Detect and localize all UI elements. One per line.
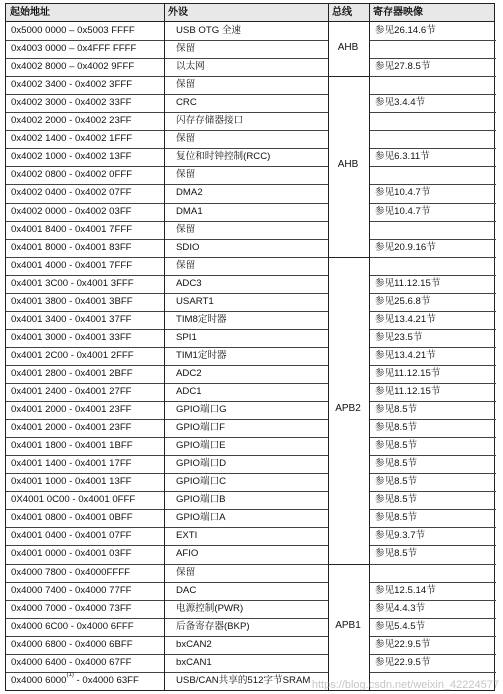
peripheral-cell: DMA1 bbox=[176, 205, 203, 217]
peripheral-cell: 保留 bbox=[176, 43, 196, 55]
peripheral-cell: USART1 bbox=[176, 295, 214, 307]
address-cell: 0x4001 0800 - 0x4001 0BFF bbox=[11, 512, 133, 524]
address-cell: 0x4000 6800 - 0x4000 6BFF bbox=[11, 638, 133, 650]
column-divider bbox=[369, 4, 370, 690]
address-cell: 0X4001 0C00 - 0x4001 0FFF bbox=[11, 494, 136, 506]
register-map-cell bbox=[369, 40, 496, 58]
peripheral-cell: 电源控制(PWR) bbox=[176, 602, 244, 614]
register-map-cell: 参见8.5节 bbox=[375, 494, 418, 506]
peripheral-cell: GPIO端口B bbox=[176, 494, 226, 506]
register-map-cell: 参见23.5节 bbox=[375, 331, 423, 343]
peripheral-cell: bxCAN1 bbox=[176, 656, 212, 668]
peripheral-cell: SPI1 bbox=[176, 331, 197, 343]
peripheral-cell: USB/CAN共享的512字节SRAM bbox=[176, 674, 311, 686]
peripheral-cell: GPIO端口A bbox=[176, 512, 226, 524]
address-cell: 0x4002 0800 - 0x4002 0FFF bbox=[11, 169, 133, 181]
bus-group-divider bbox=[328, 257, 369, 258]
bus-label: AHB bbox=[337, 42, 359, 54]
register-map-cell bbox=[369, 221, 496, 239]
address-cell: 0x4001 2800 - 0x4001 2BFF bbox=[11, 367, 133, 379]
peripheral-cell: 保留 bbox=[176, 223, 196, 235]
header-peripheral: 外设 bbox=[168, 7, 188, 18]
address-cell: 0x4001 1000 - 0x4001 13FF bbox=[11, 476, 132, 488]
peripheral-cell: EXTI bbox=[176, 530, 198, 542]
peripheral-cell: 保留 bbox=[176, 133, 196, 145]
address-cell: 0x4001 2000 - 0x4001 23FF bbox=[11, 404, 132, 416]
peripheral-cell: DMA2 bbox=[176, 187, 203, 199]
column-divider bbox=[328, 4, 329, 690]
header-register-map: 寄存器映像 bbox=[373, 7, 423, 18]
peripheral-cell: 保留 bbox=[176, 79, 196, 91]
register-map-cell: 参见8.5节 bbox=[375, 458, 418, 470]
peripheral-cell: ADC3 bbox=[176, 277, 202, 289]
address-cell: 0x4001 4000 - 0x4001 7FFF bbox=[11, 259, 133, 271]
register-map-cell: 参见26.14.6节 bbox=[375, 25, 436, 36]
peripheral-cell: 保留 bbox=[176, 169, 196, 181]
peripheral-cell: GPIO端口C bbox=[176, 476, 227, 488]
peripheral-cell: GPIO端口F bbox=[176, 422, 226, 434]
address-cell: 0x4000 7800 - 0x4000FFFF bbox=[11, 566, 130, 578]
register-map-cell: 参见8.5节 bbox=[375, 512, 418, 524]
address-cell: 0x4001 2C00 - 0x4001 2FFF bbox=[11, 349, 134, 361]
register-map-cell: 参见25.6.8节 bbox=[375, 295, 431, 307]
bus-group-divider bbox=[328, 76, 369, 77]
register-map-cell: 参见22.9.5节 bbox=[375, 638, 431, 650]
peripheral-cell: GPIO端口G bbox=[176, 404, 227, 416]
register-map-cell: 参见27.8.5节 bbox=[375, 61, 431, 73]
header-bus: 总线 bbox=[332, 7, 352, 18]
bus-group-divider bbox=[328, 564, 369, 565]
address-cell: 0x4001 3400 - 0x4001 37FF bbox=[11, 313, 132, 325]
address-cell: 0x4002 2000 - 0x4002 23FF bbox=[11, 115, 132, 127]
address-cell: 0x4001 2400 - 0x4001 27FF bbox=[11, 386, 132, 397]
peripheral-cell: CRC bbox=[176, 97, 197, 109]
address-cell: 0x4002 0400 - 0x4002 07FF bbox=[11, 187, 132, 199]
peripheral-cell: TIM1定时器 bbox=[176, 349, 227, 361]
register-map-cell: 参见8.5节 bbox=[375, 404, 418, 416]
address-cell: 0x4001 1400 - 0x4001 17FF bbox=[11, 458, 132, 470]
peripheral-cell: 复位和时钟控制(RCC) bbox=[176, 151, 271, 163]
peripheral-cell: 以太网 bbox=[176, 61, 205, 73]
address-cell: 0x4001 1800 - 0x4001 1BFF bbox=[11, 440, 133, 452]
register-map-cell: 参见4.4.3节 bbox=[375, 602, 426, 614]
address-cell: 0x4000 7400 - 0x4000 77FF bbox=[11, 584, 132, 596]
register-map-cell: 参见22.9.5节 bbox=[375, 656, 431, 668]
register-map-cell: 参见8.5节 bbox=[375, 548, 418, 560]
watermark-text: https://blog.csdn.net/weixin_42224577 bbox=[311, 679, 499, 691]
register-map-cell: 参见13.4.21节 bbox=[375, 349, 436, 361]
peripheral-cell: ADC1 bbox=[176, 386, 202, 397]
address-cell: 0x4001 0400 - 0x4001 07FF bbox=[11, 530, 132, 542]
peripheral-cell: ADC2 bbox=[176, 367, 202, 379]
header-start-address: 起始地址 bbox=[10, 7, 50, 18]
register-map-cell: 参见13.4.21节 bbox=[375, 313, 436, 325]
address-cell: 0x4001 3800 - 0x4001 3BFF bbox=[11, 295, 133, 307]
bus-label: APB1 bbox=[335, 619, 361, 631]
peripheral-cell: 保留 bbox=[176, 259, 196, 271]
peripheral-cell: 后备寄存器(BKP) bbox=[176, 620, 250, 632]
address-cell: 0x4001 0000 - 0x4001 03FF bbox=[11, 548, 132, 560]
peripheral-cell: GPIO端口D bbox=[176, 458, 227, 470]
register-map-cell bbox=[369, 112, 496, 130]
address-cell: 0x4001 2000 - 0x4001 23FF bbox=[11, 422, 132, 434]
register-map-cell bbox=[369, 257, 496, 275]
peripheral-cell: 闪存存储器接口 bbox=[176, 115, 244, 127]
register-map-cell: 参见8.5节 bbox=[375, 440, 418, 452]
register-map-cell bbox=[369, 166, 496, 184]
register-map-cell: 参见8.5节 bbox=[375, 422, 418, 434]
register-map-cell: 参见11.12.15节 bbox=[375, 386, 441, 397]
register-map-cell: 参见11.12.15节 bbox=[375, 367, 441, 379]
address-cell: 0x4001 8400 - 0x4001 7FFF bbox=[11, 223, 133, 235]
peripheral-cell: DAC bbox=[176, 584, 197, 596]
register-map-cell: 参见3.4.4节 bbox=[375, 97, 426, 109]
register-map-cell: 参见6.3.11节 bbox=[375, 151, 430, 163]
address-cell: 0x4003 0000 – 0x4FFF FFFF bbox=[11, 43, 137, 55]
column-divider bbox=[164, 4, 165, 690]
address-text: - 0x4000 63FF bbox=[73, 674, 139, 686]
address-cell: 0x4002 3000 - 0x4002 33FF bbox=[11, 97, 132, 109]
address-cell: 0x4000 6400 - 0x4000 67FF bbox=[11, 656, 132, 668]
register-map-cell: 参见10.4.7节 bbox=[375, 205, 431, 217]
peripheral-cell: bxCAN2 bbox=[176, 638, 212, 650]
register-map-cell: 参见10.4.7节 bbox=[375, 187, 431, 199]
register-map-cell: 参见9.3.7节 bbox=[375, 530, 426, 542]
address-cell: 0x4000 7000 - 0x4000 73FF bbox=[11, 602, 132, 614]
peripheral-cell: AFIO bbox=[176, 548, 199, 560]
register-map-cell: 参见20.9.16节 bbox=[375, 241, 436, 253]
address-cell: 0x4001 8000 - 0x4001 83FF bbox=[11, 241, 132, 253]
register-map-cell: 参见5.4.5节 bbox=[375, 620, 426, 632]
register-map-cell: 参见8.5节 bbox=[375, 476, 418, 488]
address-cell: 0x4001 3C00 - 0x4001 3FFF bbox=[11, 277, 134, 289]
bus-label: AHB bbox=[337, 159, 359, 171]
peripheral-cell: TIM8定时器 bbox=[176, 313, 227, 325]
address-cell: 0x4002 8000 – 0x4002 9FFF bbox=[11, 61, 135, 73]
address-cell: 0x4002 3400 - 0x4002 3FFF bbox=[11, 79, 133, 91]
address-cell: 0x4002 0000 - 0x4002 03FF bbox=[11, 205, 132, 217]
register-map-cell bbox=[369, 564, 496, 582]
register-map-cell: 参见12.5.14节 bbox=[375, 584, 436, 596]
memory-map-table bbox=[5, 3, 495, 691]
peripheral-cell: 保留 bbox=[176, 566, 196, 578]
bus-label: APB2 bbox=[335, 403, 361, 415]
footnote-marker: (1) bbox=[66, 671, 74, 678]
address-cell: 0x5000 0000 – 0x5003 FFFF bbox=[11, 25, 135, 36]
address-text: 0x4000 6000 bbox=[11, 674, 67, 686]
address-cell: 0x4002 1000 - 0x4002 13FF bbox=[11, 151, 132, 163]
address-cell bbox=[6, 672, 164, 690]
register-map-cell bbox=[369, 130, 496, 148]
peripheral-cell: GPIO端口E bbox=[176, 440, 226, 452]
peripheral-cell: USB OTG 全速 bbox=[176, 25, 242, 36]
address-cell: 0x4002 1400 - 0x4002 1FFF bbox=[11, 133, 133, 145]
table-header bbox=[6, 4, 494, 22]
address-cell: 0x4000 6C00 - 0x4000 6FFF bbox=[11, 620, 134, 632]
register-map-cell bbox=[369, 76, 496, 94]
address-cell: 0x4001 3000 - 0x4001 33FF bbox=[11, 331, 132, 343]
peripheral-cell: SDIO bbox=[176, 241, 200, 253]
register-map-cell: 参见11.12.15节 bbox=[375, 277, 441, 289]
